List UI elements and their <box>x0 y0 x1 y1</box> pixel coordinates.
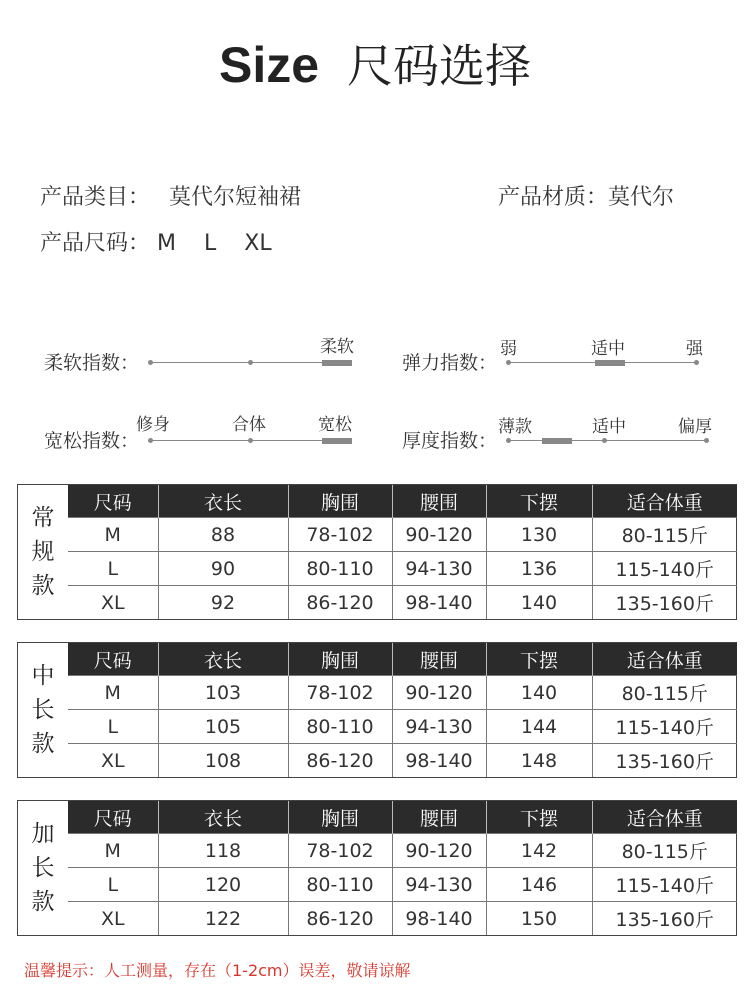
size-table-midlength <box>17 642 737 778</box>
col-hem: 下摆 <box>486 643 592 676</box>
scale-dot <box>506 438 511 443</box>
size-table <box>68 485 737 619</box>
table-row: XL 92 86-120 98-140 140 135-160斤 <box>68 586 737 619</box>
group-name: 常 规 款 <box>31 505 55 599</box>
looseness-tick-fit: 合体 <box>232 415 266 435</box>
softness-label: 柔软指数： <box>44 352 140 374</box>
size-info <box>40 226 300 257</box>
looseness-tick-loose: 宽松 <box>318 415 352 435</box>
softness-tick: 柔软 <box>320 337 354 357</box>
col-waist: 腰围 <box>392 643 486 676</box>
col-waist: 腰围 <box>392 485 486 518</box>
col-hem: 下摆 <box>486 485 592 518</box>
group-name: 加 长 款 <box>31 821 55 915</box>
scale-dot <box>148 360 153 365</box>
thickness-level-mark <box>542 438 572 444</box>
looseness-level-mark <box>322 438 352 444</box>
thickness-tick-thin: 薄款 <box>498 417 532 437</box>
scale-dot <box>248 438 253 443</box>
col-weight: 适合体重 <box>592 485 737 518</box>
col-length: 衣长 <box>158 485 288 518</box>
table-header-row <box>68 643 737 676</box>
title-cn: 尺码选择 <box>347 39 532 93</box>
scale-dot <box>602 438 607 443</box>
material-label: 产品材质： <box>498 185 609 210</box>
col-length: 衣长 <box>158 643 288 676</box>
scale-dot <box>506 360 511 365</box>
col-size: 尺码 <box>68 643 158 676</box>
size-xl: XL <box>244 231 272 256</box>
col-size: 尺码 <box>68 485 158 518</box>
table-row: XL 108 86-120 98-140 148 135-160斤 <box>68 744 737 777</box>
col-chest: 胸围 <box>288 801 392 834</box>
table-header-row <box>68 801 737 834</box>
scale-line <box>508 440 708 441</box>
size-l: L <box>204 231 217 256</box>
size-table-long <box>17 800 737 936</box>
col-hem: 下摆 <box>486 801 592 834</box>
size-table <box>68 801 737 935</box>
col-chest: 胸围 <box>288 643 392 676</box>
table-row: L 120 80-110 94-130 146 115-140斤 <box>68 868 737 902</box>
col-size: 尺码 <box>68 801 158 834</box>
size-label: 产品尺码： <box>40 231 151 256</box>
elasticity-label: 弹力指数： <box>402 352 498 374</box>
elasticity-level-mark <box>595 360 625 366</box>
page-title <box>0 30 750 96</box>
table-row: M 88 78-102 90-120 130 80-115斤 <box>68 518 737 552</box>
table-row: L 90 80-110 94-130 136 115-140斤 <box>68 552 737 586</box>
size-m: M <box>157 231 176 256</box>
elasticity-tick-medium: 适中 <box>591 339 625 359</box>
measurement-note: 温馨提示：人工测量，存在（1-2cm）误差，敬请谅解 <box>24 961 411 980</box>
category-label: 产品类目： <box>40 185 151 210</box>
col-weight: 适合体重 <box>592 643 737 676</box>
thickness-tick-thick: 偏厚 <box>678 417 712 437</box>
table-header-row <box>68 485 737 518</box>
softness-level-mark <box>322 360 352 366</box>
col-length: 衣长 <box>158 801 288 834</box>
size-table-regular <box>17 484 737 620</box>
col-weight: 适合体重 <box>592 801 737 834</box>
thickness-label: 厚度指数： <box>402 430 498 452</box>
material-value: 莫代尔 <box>608 185 675 210</box>
looseness-tick-slim: 修身 <box>136 415 170 435</box>
scale-dot <box>148 438 153 443</box>
looseness-label: 宽松指数： <box>44 430 140 452</box>
table-row: M 103 78-102 90-120 140 80-115斤 <box>68 676 737 710</box>
category-info <box>40 180 301 211</box>
material-info <box>498 180 674 211</box>
group-name: 中 长 款 <box>31 663 55 757</box>
table-row: XL 122 86-120 98-140 150 135-160斤 <box>68 902 737 935</box>
category-value: 莫代尔短袖裙 <box>169 185 302 210</box>
scale-dot <box>694 360 699 365</box>
size-list <box>157 231 300 256</box>
elasticity-tick-strong: 强 <box>686 339 703 359</box>
size-table <box>68 643 737 777</box>
col-waist: 腰围 <box>392 801 486 834</box>
col-chest: 胸围 <box>288 485 392 518</box>
thickness-tick-medium: 适中 <box>592 417 626 437</box>
scale-dot <box>248 360 253 365</box>
elasticity-tick-weak: 弱 <box>500 339 517 359</box>
title-en: Size <box>218 37 320 93</box>
table-row: L 105 80-110 94-130 144 115-140斤 <box>68 710 737 744</box>
table-row: M 118 78-102 90-120 142 80-115斤 <box>68 834 737 868</box>
scale-dot <box>704 438 709 443</box>
